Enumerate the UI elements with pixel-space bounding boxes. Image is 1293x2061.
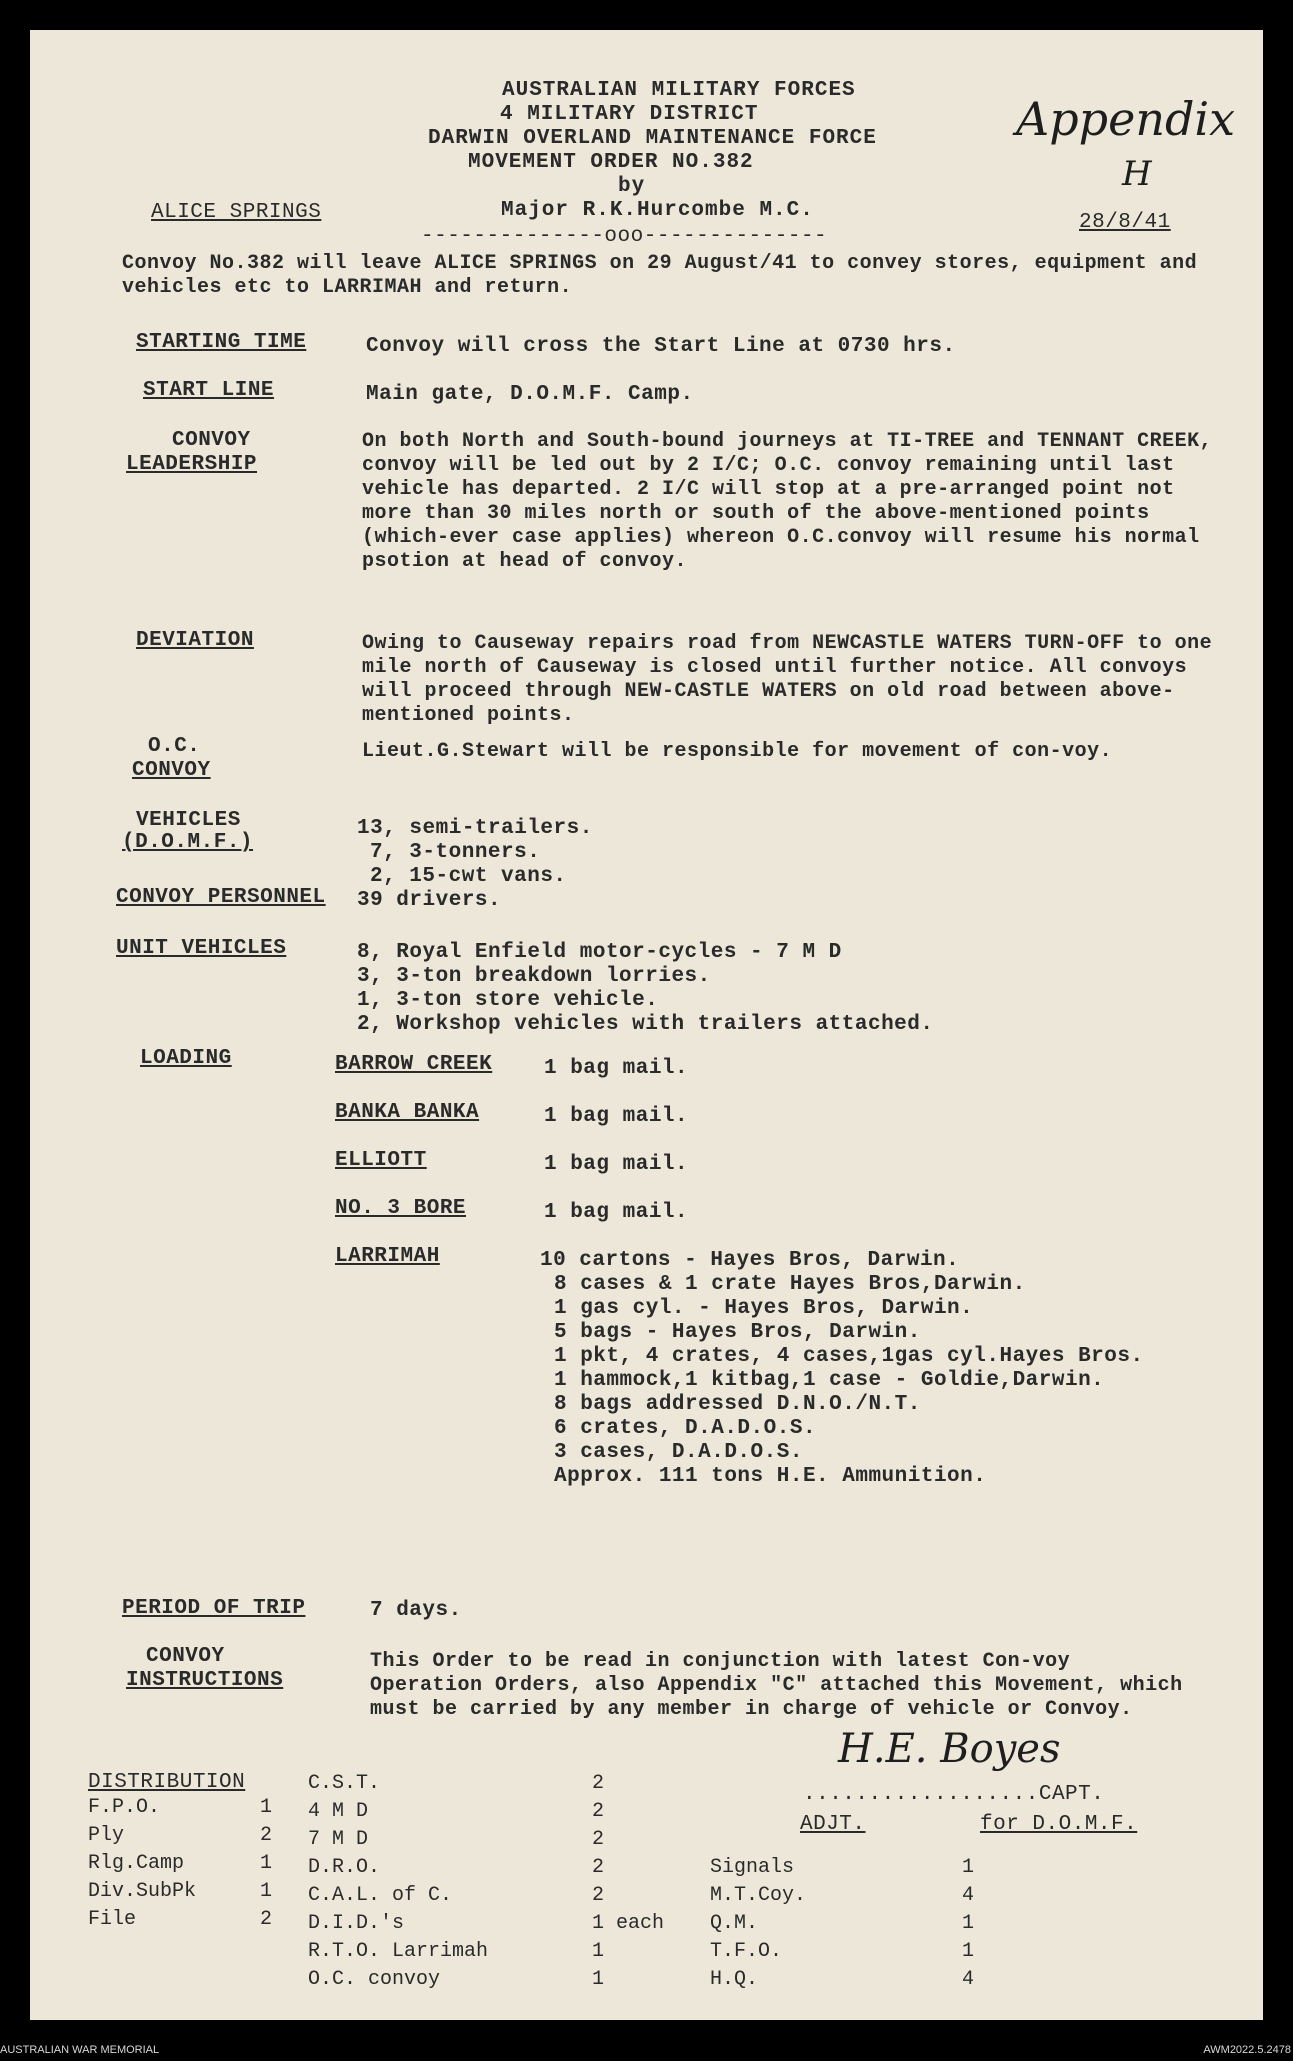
distribution-name: H.Q. [710, 1968, 759, 1991]
unit-vehicles-item: 1, 3-ton store vehicle. [357, 989, 659, 1012]
distribution-qty: 1 [260, 1796, 273, 1819]
instructions-text: This Order to be read in conjunction with latest Con-voy Operation Orders, also Appendix "C" attached this Movement, which must be carried by any member in charge of vehicle or Convoy. [370, 1650, 1183, 1721]
loading-place: BANKA BANKA [335, 1101, 480, 1124]
larrimah-item: Approx. 111 tons H.E. Ammunition. [554, 1465, 987, 1488]
header-line-5: by [618, 175, 646, 198]
period-text: 7 days. [370, 1599, 462, 1622]
distribution-qty: 2 [592, 1884, 605, 1907]
distribution-qty: 1 [592, 1968, 605, 1991]
deviation-label: DEVIATION [136, 629, 254, 652]
distribution-label: DISTRIBUTION [88, 1771, 246, 1794]
oc-convoy-label-2: CONVOY [132, 759, 211, 782]
distribution-name: R.T.O. Larrimah [308, 1940, 489, 1963]
vehicles-label-1: VEHICLES [136, 809, 241, 832]
unit-vehicles-item: 2, Workshop vehicles with trailers attached. [357, 1013, 934, 1036]
distribution-name: C.A.L. of C. [308, 1884, 453, 1907]
oc-convoy-text: Lieut.G.Stewart will be responsible for movement of con-voy. [362, 740, 1113, 763]
distribution-name: File [88, 1908, 137, 1931]
signature-domf: for D.O.M.F. [980, 1813, 1138, 1836]
header-line-6: Major R.K.Hurcombe M.C. [501, 199, 814, 222]
distribution-qty: 1 [260, 1852, 273, 1875]
distribution-qty: 1 [962, 1912, 975, 1935]
loading-label: LOADING [140, 1047, 232, 1070]
distribution-qty: 2 [592, 1800, 605, 1823]
loading-cargo: 1 bag mail. [544, 1201, 689, 1224]
larrimah-item: 1 gas cyl. - Hayes Bros, Darwin. [554, 1297, 974, 1320]
personnel-text: 39 drivers. [357, 889, 502, 912]
loading-place: NO. 3 BORE [335, 1197, 467, 1220]
distribution-qty: 1 [962, 1856, 975, 1879]
start-line-label: START LINE [143, 379, 275, 402]
appendix-annotation: Appendix [1016, 92, 1236, 146]
header-line-3: DARWIN OVERLAND MAINTENANCE FORCE [428, 127, 877, 150]
distribution-name: C.S.T. [308, 1772, 381, 1795]
larrimah-item: 8 bags addressed D.N.O./N.T. [554, 1393, 921, 1416]
footer-archive: AUSTRALIAN WAR MEMORIAL [0, 2044, 160, 2056]
vehicles-item: 7, 3-tonners. [370, 841, 541, 864]
instructions-label-1: CONVOY [146, 1645, 225, 1668]
header-date: 28/8/41 [1079, 211, 1171, 234]
header-line-4: MOVEMENT ORDER NO.382 [468, 151, 754, 174]
distribution-qty: 2 [592, 1828, 605, 1851]
signature-dots: ..................CAPT. [803, 1783, 1105, 1806]
start-line-text: Main gate, D.O.M.F. Camp. [366, 383, 694, 406]
leadership-label-1: CONVOY [172, 429, 251, 452]
unit-vehicles-item: 8, Royal Enfield motor-cycles - 7 M D [357, 941, 842, 964]
larrimah-item: 10 cartons - Hayes Bros, Darwin. [540, 1249, 960, 1272]
larrimah-item: 3 cases, D.A.D.O.S. [554, 1441, 803, 1464]
distribution-name: M.T.Coy. [710, 1884, 807, 1907]
distribution-name: Ply [88, 1824, 125, 1847]
header-line-2: 4 MILITARY DISTRICT [500, 103, 759, 126]
period-label: PERIOD OF TRIP [122, 1597, 306, 1620]
header-separator: --------------ooo-------------- [421, 225, 828, 248]
distribution-qty: 2 [260, 1908, 273, 1931]
instructions-label-2: INSTRUCTIONS [126, 1669, 284, 1692]
distribution-qty: 1 [592, 1940, 605, 1963]
loading-cargo: 1 bag mail. [544, 1153, 689, 1176]
distribution-qty: 4 [962, 1968, 975, 1991]
unit-vehicles-item: 3, 3-ton breakdown lorries. [357, 965, 711, 988]
distribution-name: 7 M D [308, 1828, 369, 1851]
distribution-qty: 2 [592, 1856, 605, 1879]
loading-place: BARROW CREEK [335, 1053, 493, 1076]
distribution-qty: 1 [962, 1940, 975, 1963]
signature-handwritten: H.E. Boyes [838, 1726, 1061, 1772]
vehicles-item: 2, 15-cwt vans. [370, 865, 567, 888]
distribution-name: Rlg.Camp [88, 1852, 185, 1875]
distribution-name: Q.M. [710, 1912, 759, 1935]
starting-time-label: STARTING TIME [136, 331, 307, 354]
header-line-1: AUSTRALIAN MILITARY FORCES [502, 79, 856, 102]
larrimah-item: 8 cases & 1 crate Hayes Bros,Darwin. [554, 1273, 1026, 1296]
deviation-text: Owing to Causeway repairs road from NEWCASTLE WATERS TURN-OFF to one mile north of Causeway is closed until further notice. All convoys will proceed through NEW-CASTLE WATERS on old road between above-mentioned points. [362, 632, 1213, 727]
distribution-name: F.P.O. [88, 1796, 161, 1819]
oc-convoy-label-1: O.C. [148, 735, 201, 758]
distribution-name: O.C. convoy [308, 1968, 441, 1991]
larrimah-item: 6 crates, D.A.D.O.S. [554, 1417, 817, 1440]
intro-paragraph: Convoy No.382 will leave ALICE SPRINGS on 29 August/41 to convey stores, equipment and vehicles etc to LARRIMAH and return. [122, 252, 1198, 299]
distribution-qty: 2 [260, 1824, 273, 1847]
larrimah-place: LARRIMAH [335, 1245, 440, 1268]
larrimah-item: 5 bags - Hayes Bros, Darwin. [554, 1321, 921, 1344]
footer-accession: AWM2022.5.2478 [1203, 2044, 1291, 2056]
unit-vehicles-label: UNIT VEHICLES [116, 937, 287, 960]
vehicles-label-2: (D.O.M.F.) [122, 831, 254, 854]
distribution-name: D.R.O. [308, 1856, 381, 1879]
distribution-name: 4 M D [308, 1800, 369, 1823]
signature-adjt: ADJT. [800, 1813, 866, 1836]
distribution-name: Div.SubPk [88, 1880, 197, 1903]
leadership-label-2: LEADERSHIP [126, 453, 258, 476]
distribution-name: D.I.D.'s [308, 1912, 405, 1935]
loading-cargo: 1 bag mail. [544, 1057, 689, 1080]
header-place: ALICE SPRINGS [151, 201, 322, 224]
starting-time-text: Convoy will cross the Start Line at 0730 hrs. [366, 335, 956, 358]
leadership-text: On both North and South-bound journeys at TI-TREE and TENNANT CREEK, convoy will be led out by 2 I/C; O.C. convoy remaining until last vehicle has departed. 2 I/C will stop at a pre-arranged point not more than 30 miles north or south of the above-mentioned points (which-ever case applies) whereon O.C.convoy will resume his normal psotion at head of convoy. [362, 430, 1213, 573]
personnel-label: CONVOY PERSONNEL [116, 886, 326, 909]
appendix-letter: H [1122, 154, 1152, 194]
loading-cargo: 1 bag mail. [544, 1105, 689, 1128]
document-page [30, 30, 1263, 2020]
larrimah-item: 1 hammock,1 kitbag,1 case - Goldie,Darwin. [554, 1369, 1105, 1392]
loading-place: ELLIOTT [335, 1149, 427, 1172]
distribution-qty: 1 each [592, 1912, 665, 1935]
distribution-qty: 2 [592, 1772, 605, 1795]
distribution-qty: 1 [260, 1880, 273, 1903]
distribution-name: Signals [710, 1856, 795, 1879]
distribution-qty: 4 [962, 1884, 975, 1907]
distribution-name: T.F.O. [710, 1940, 783, 1963]
larrimah-item: 1 pkt, 4 crates, 4 cases,1gas cyl.Hayes Bros. [554, 1345, 1144, 1368]
vehicles-item: 13, semi-trailers. [357, 817, 593, 840]
